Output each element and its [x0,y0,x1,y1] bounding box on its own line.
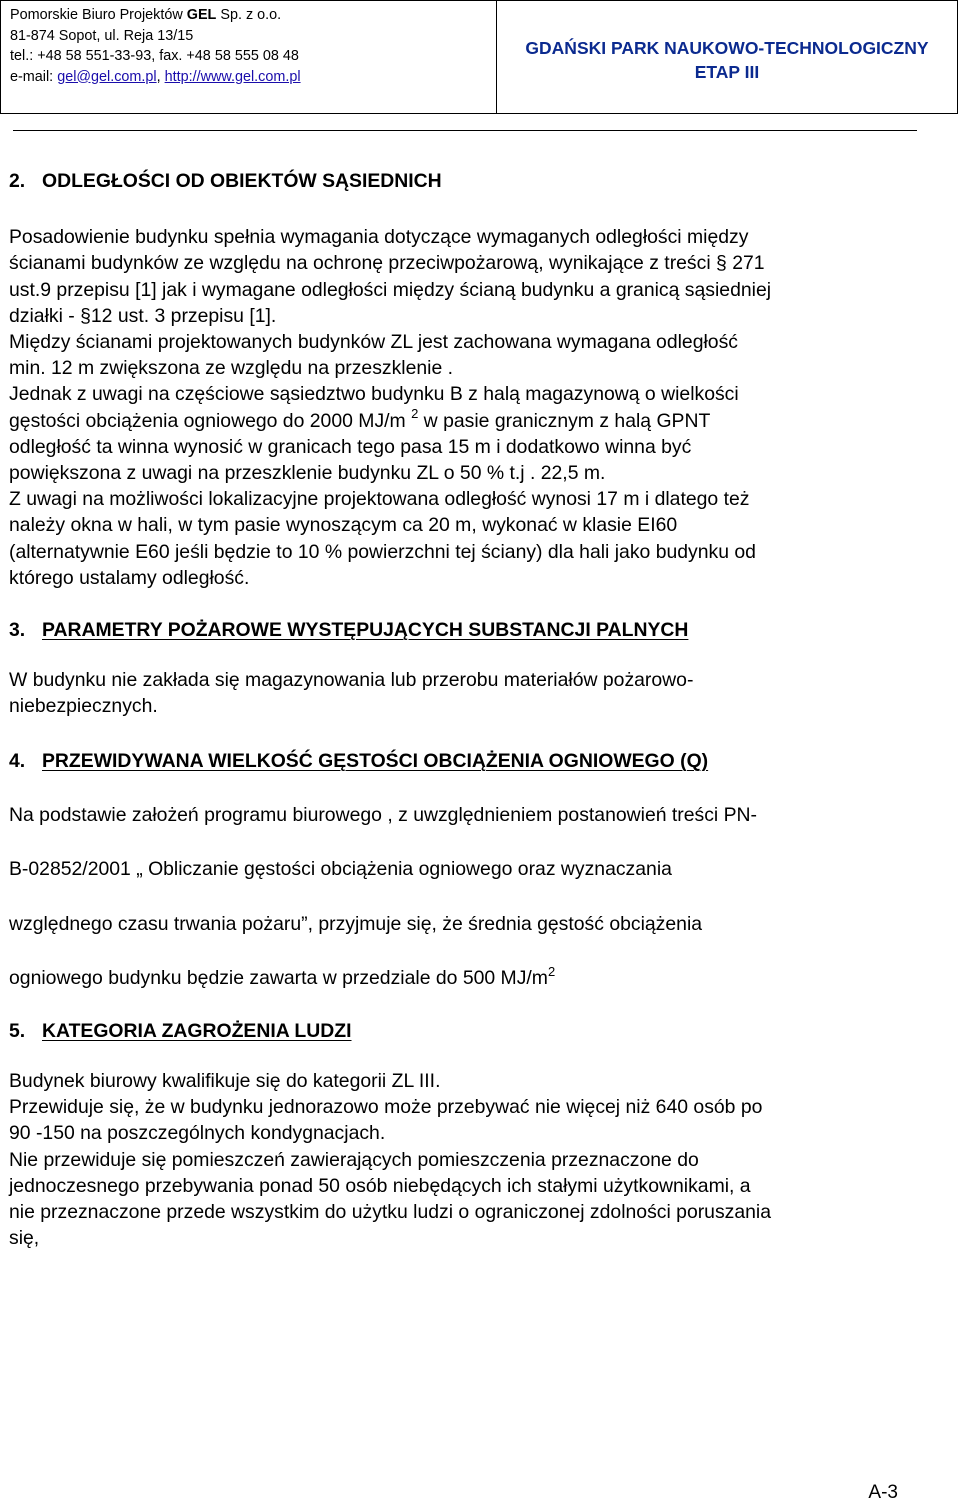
s4-line-2: B-02852/2001 „ Obliczanie gęstości obciążenia ogniowego oraz wyznaczania [9,858,672,881]
s2-line-3: ust.9 przepisu [1] jak i wymagane odległości między ścianą budynku a granicą sąsiedniej [9,278,772,301]
contact-separator: , [156,68,165,85]
section-3-number: 3. [9,619,26,642]
section-5-heading [9,1018,944,1044]
section-5-title: KATEGORIA ZAGROŻENIA LUDZI [42,1019,352,1042]
company-phones: tel.: +48 58 551-33-93, fax. +48 58 555 08 48 [10,48,299,64]
s2-line-12: należy okna w hali, w tym pasie wynoszącym ca 20 m, wykonać w klasie EI60 [9,514,678,537]
spacer [9,1044,944,1068]
company-name [10,5,496,26]
s5-line-2: Przewiduje się, że w budynku jednorazowo może przebywać nie więcej niż 640 osób po [9,1096,763,1119]
email-link[interactable]: gel@gel.com.pl [57,68,157,85]
s2-line-8-a: gęstości obciążenia ogniowego do 2000 MJ/m [9,409,412,432]
project-title: GDAŃSKI PARK NAUKOWO-TECHNOLOGICZNY [525,38,929,58]
s3-line-2: niebezpiecznych. [9,695,158,718]
project-heading [497,1,957,113]
company-name-bold: GEL [186,7,217,23]
s4-line-4-text: ogniowego budynku będzie zawarta w przedziale do 500 MJ/m [9,967,548,990]
s4-line-3: względnego czasu trwania pożaru”, przyjmuje się, że średnia gęstość obciążenia [9,912,703,935]
s5-line-7: się, [9,1227,40,1250]
s2-line-10: powiększona z uwagi na przeszklenie budynku ZL o 50 % t.j . 22,5 m. [9,462,606,485]
page-number: A-3 [868,1482,898,1503]
company-info [1,1,497,113]
section-5-number: 5. [9,1019,26,1042]
s2-line-8 [9,408,944,434]
s2-line-13: (alternatywnie E60 jeśli będzie to 10 % powierzchni tej ściany) dla hali jako budynku od [9,540,756,563]
superscript: 2 [411,406,419,422]
company-contact [10,67,496,88]
section-2-title: ODLEGŁOŚCI OD OBIEKTÓW SĄSIEDNICH [42,170,442,192]
spacer [9,194,944,224]
company-name-text: Pomorskie Biuro Projektów [10,7,183,23]
s5-line-1: Budynek biurowy kwalifikuje się do kategorii ZL III. [9,1070,441,1093]
s2-line-8-b: w pasie granicznym z halą GPNT [418,409,711,432]
s2-line-14: którego ustalamy odległość. [9,566,250,589]
s2-line-5: Między ścianami projektowanych budynków ZL jest zachowana wymagana odległość [9,331,738,354]
s2-line-7: Jednak z uwagi na częściowe sąsiedztwo budynku B z halą magazynową o wielkości [9,383,739,406]
website-link[interactable]: http://www.gel.com.pl [164,68,301,85]
section-4-heading [9,748,944,774]
s5-line-4: Nie przewiduje się pomieszczeń zawierających pomieszczenia przeznaczone do [9,1148,699,1171]
page-header [0,0,958,114]
s4-line-1: Na podstawie założeń programu biurowego , z uwzględnieniem postanowień treści PN- [9,803,758,826]
s2-line-4: działki - §12 ust. 3 przepisu [1]. [9,304,277,327]
company-address: 81-874 Sopot, ul. Reja 13/15 [10,27,194,44]
section-3-title: PARAMETRY POŻAROWE WYSTĘPUJĄCYCH SUBSTANCJI PALNYCH [42,619,689,642]
section-2-number: 2. [9,170,26,192]
s5-line-6: nie przeznaczone przede wszystkim do użytku ludzi o ograniczonej zdolności poruszania [9,1201,772,1224]
s2-line-1: Posadowienie budynku spełnia wymagania dotyczące wymaganych odległości między [9,226,749,249]
header-divider [13,130,917,131]
spacer [9,774,944,788]
document-body [9,168,944,1251]
s4-line-4 [9,951,944,1006]
section-2-heading [9,168,944,194]
s2-line-9: odległość ta winna wynosić w granicach tego pasa 15 m i dodatkowo winna być [9,435,692,458]
s2-line-6: min. 12 m zwiększona ze względu na przeszklenie . [9,357,454,380]
project-stage: ETAP III [694,62,760,82]
email-label: e-mail: [10,68,58,85]
section-3-heading [9,617,944,643]
s5-line-3: 90 -150 na poszczególnych kondygnacjach. [9,1122,386,1145]
spacer [9,720,944,748]
s5-line-5: jednoczesnego przebywania ponad 50 osób niebędących ich stałymi użytkownikami, a [9,1174,751,1197]
spacer [9,591,944,617]
spacer [9,643,944,667]
s2-line-11: Z uwagi na możliwości lokalizacyjne projektowana odległość wynosi 17 m i dlatego też [9,488,750,511]
company-name-tail: Sp. z o.o. [216,7,282,23]
section-4-number: 4. [9,749,26,772]
superscript: 2 [547,963,556,979]
s2-line-2: ścianami budynków ze względu na ochronę przeciwpożarową, wynikające z treści § 271 [9,252,765,275]
spacer [9,1006,944,1018]
section-4-title: PRZEWIDYWANA WIELKOŚĆ GĘSTOŚCI OBCIĄŻENIA OGNIOWEGO (Q) [42,749,709,772]
s3-line-1: W budynku nie zakłada się magazynowania lub przerobu materiałów pożarowo- [9,669,694,692]
